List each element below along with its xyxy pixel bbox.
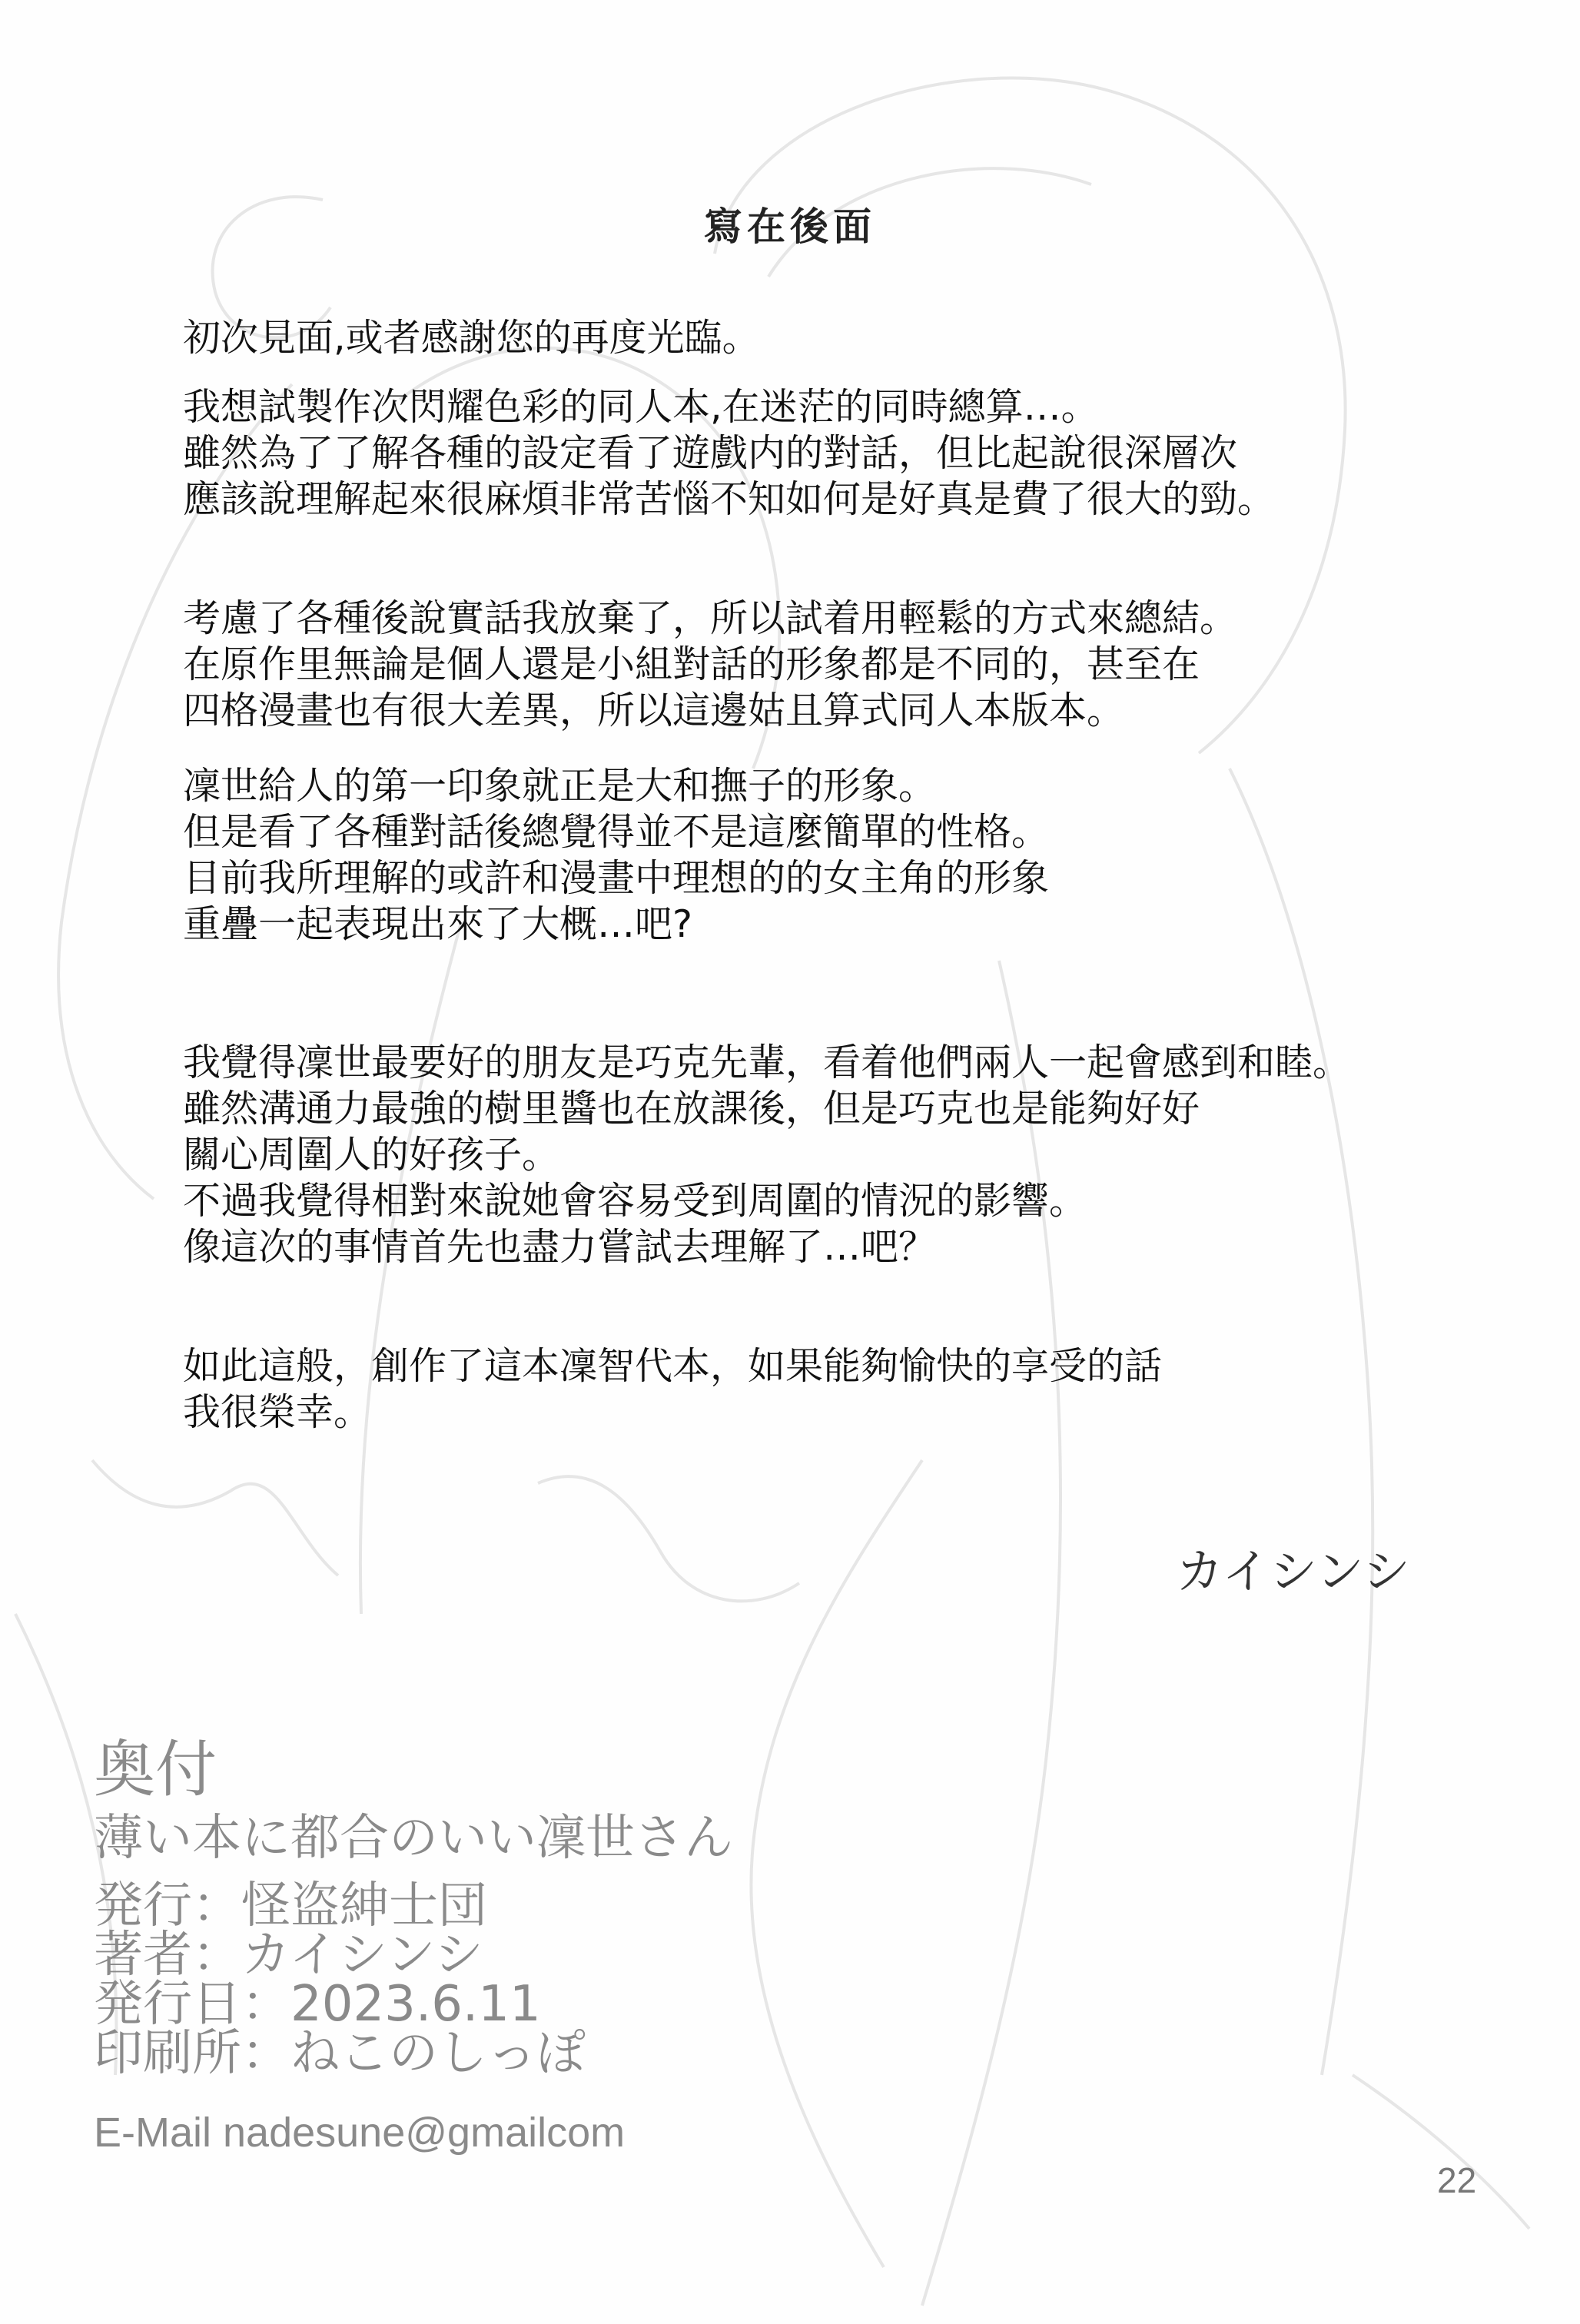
colophon-title: 奥付 [94, 1734, 217, 1805]
text-line: 我想試製作次閃耀色彩的同人本,在迷茫的同時總算…。 [183, 385, 1099, 429]
text-line: 像這次的事情首先也盡力嘗試去理解了…吧？ [183, 1225, 937, 1269]
paragraph [183, 1040, 1489, 1270]
text-line: 重疊一起表現出來了大概…吧? [183, 902, 693, 946]
text-line: 我很榮幸。 [183, 1390, 372, 1434]
text-line: 我覺得凜世最要好的朋友是巧克先輩，看着他們兩人一起會感到和睦。 [183, 1041, 1351, 1084]
text-line: 雖然溝通力最強的樹里醬也在放課後，但是巧克也是能夠好好 [183, 1087, 1200, 1130]
text-line: 初次見面,或者感謝您的再度光臨。 [183, 316, 760, 360]
text-line: 關心周圍人的好孩子。 [183, 1133, 560, 1177]
publisher-line: 発行：怪盗紳士団 [94, 1877, 487, 1934]
email-address[interactable]: E-Mail nadesune@gmailcom [94, 2110, 626, 2156]
page-number: 22 [1437, 2160, 1477, 2200]
text-line: 如此這般，創作了這本凜智代本，如果能夠愉快的享受的話 [183, 1344, 1163, 1388]
paragraph [183, 596, 1489, 734]
text-line: 在原作里無論是個人還是小組對話的形象都是不同的，甚至在 [183, 642, 1200, 686]
text-line: 雖然為了了解各種的設定看了遊戲内的對話，但比起說很深層次 [183, 431, 1238, 475]
author-line: 著者：カイシンシ [94, 1927, 483, 1984]
paragraph [183, 763, 1489, 948]
paragraph [183, 384, 1489, 523]
text-line: 考慮了各種後說實話我放棄了，所以試着用輕鬆的方式來總結。 [183, 596, 1238, 640]
paragraph [183, 1343, 1489, 1436]
text-line: 目前我所理解的或許和漫畫中理想的的女主角的形象 [183, 856, 1050, 900]
author-signature: カイシンシ [1176, 1543, 1411, 1599]
book-title: 薄い本に都合のいい凜世さん [94, 1810, 733, 1867]
printer-line: 印刷所：ねこのしっぽ [94, 2025, 586, 2082]
date-line: 発行日：2023.6.11 [94, 1976, 541, 2033]
afterword-body [183, 315, 1489, 1436]
text-line: 四格漫畫也有很大差異，所以這邊姑且算式同人本版本。 [183, 689, 1125, 732]
text-line: 但是看了各種對話後總覺得並不是這麼簡單的性格。 [183, 810, 1050, 854]
text-line: 凜世給人的第一印象就正是大和撫子的形象。 [183, 764, 937, 808]
paragraph [183, 315, 1489, 361]
colophon [94, 1733, 733, 2156]
text-line: 不過我覺得相對來說她會容易受到周圍的情況的影響。 [183, 1179, 1087, 1223]
text-line: 應該說理解起來很麻煩非常苦惱不知如何是好真是費了很大的勁。 [183, 477, 1276, 521]
afterword-heading: 寫在後面 [704, 204, 876, 249]
